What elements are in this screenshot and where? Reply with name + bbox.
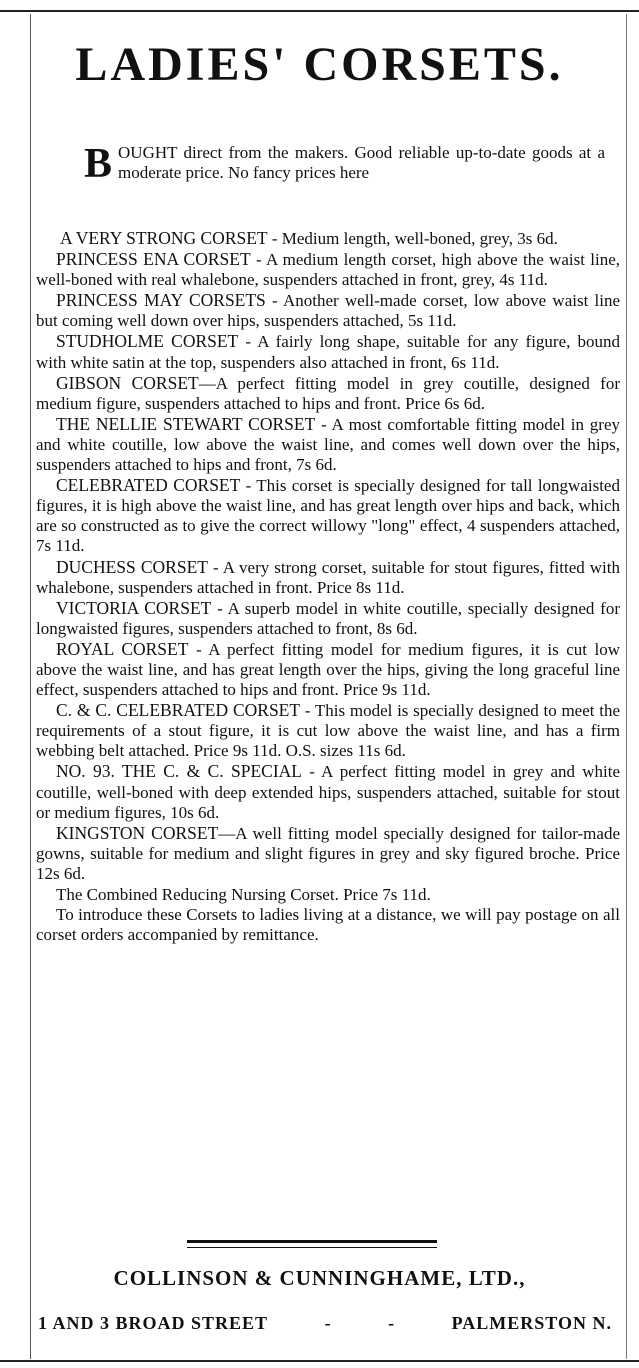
item-text: - This corset is specially designed for tall longwaisted figures, it is high above the waist line, and has great length over hips and back, which are so constructed as to give the correct willowy "long" effect, 4 suspenders attached, 7s 11d. xyxy=(36,476,620,556)
item-name: CELEBRATED CORSET xyxy=(56,475,241,496)
list-item xyxy=(36,475,620,556)
item-name: A VERY STRONG CORSET xyxy=(60,228,268,248)
item-text: —A well fitting model specially designed for tailor-made gowns, suitable for medium and slight figures in grey and sky figured broche. Price 12s 6d. xyxy=(36,823,621,883)
divider-thin xyxy=(187,1247,437,1248)
item-name: GIBSON CORSET xyxy=(56,372,199,393)
headline: LADIES' CORSETS. xyxy=(75,38,564,91)
item-text: - A superb model in white coutille, specially designed for longwaisted figures, suspenders attached to front, 8s 6d. xyxy=(36,598,621,638)
drop-cap: B xyxy=(84,141,113,187)
street-address: 1 AND 3 BROAD STREET xyxy=(38,1313,269,1333)
item-name: THE NELLIE STEWART CORSET xyxy=(56,413,316,434)
divider-thick xyxy=(187,1240,437,1243)
list-item xyxy=(36,639,620,700)
list-item xyxy=(36,598,620,639)
item-name: KINGSTON CORSET xyxy=(56,822,219,843)
list-item xyxy=(36,249,620,290)
item-text: —A perfect fitting model in grey coutille, designed for medium figure, suspenders attached to hips and front. Price 6s 6d. xyxy=(36,373,620,413)
top-rule xyxy=(0,10,639,12)
item-name: DUCHESS CORSET xyxy=(56,556,208,577)
list-item xyxy=(36,414,620,475)
item-name: NO. 93. THE C. & C. SPECIAL xyxy=(56,761,302,782)
item-text: - A perfect fitting model for medium figures, it is cut low above the waist line, and has great length over the hips, giving the long graceful line effect, suspenders attached to hips and front. Price 9s 11d. xyxy=(36,639,620,700)
list-item xyxy=(36,331,620,372)
item-text: - A most comfortable fitting model in grey and white coutille, low above the waist line, and comes well down over the hips, suspenders attached to hips and front, 7s 6d. xyxy=(36,414,620,475)
address-line xyxy=(38,1308,612,1338)
list-item xyxy=(36,823,620,884)
corset-list xyxy=(36,228,620,945)
list-item xyxy=(36,290,620,331)
town-name: PALMERSTON N. xyxy=(451,1313,612,1333)
item-name: PRINCESS ENA CORSET xyxy=(56,249,251,270)
company-name: COLLINSON & CUNNINGHAME, LTD., xyxy=(113,1266,526,1290)
item-text: - Another well-made corset, low above waist line but coming well down over hips, suspenders attached, 5s 11d. xyxy=(36,291,621,331)
item-name: PRINCESS MAY CORSETS xyxy=(56,290,266,311)
item-name: VICTORIA CORSET xyxy=(56,597,212,618)
item-text: - This model is specially designed to meet the requirements of a stout figure, it is cut low above the waist line, and has a firm webbing belt attached. Price 9s 11d. O.S. sizes 11s 6d. xyxy=(36,701,620,761)
item-name: C. & C. CELEBRATED CORSET xyxy=(56,700,301,721)
item-text: - Medium length, well-boned, grey, 3s 6d. xyxy=(267,229,558,248)
list-item xyxy=(36,557,620,598)
intro-text: OUGHT direct from the makers. Good reliable up-to-date goods at a moderate price. No fancy prices here xyxy=(118,143,605,182)
item-name: ROYAL CORSET xyxy=(56,638,189,659)
item-text: - A fairly long shape, suitable for any figure, bound with white satin at the top, suspenders also attached in front, 6s 11d. xyxy=(36,332,620,372)
item-name: STUDHOLME CORSET xyxy=(56,331,239,352)
list-item xyxy=(36,884,620,905)
address-separator: - xyxy=(324,1313,332,1333)
item-text: - A very strong corset, suitable for stout figures, fitted with whalebone, suspenders attached in front. Price 8s 11d. xyxy=(36,557,620,597)
list-item xyxy=(36,761,620,822)
list-item xyxy=(36,228,620,249)
closing-paragraph: To introduce these Corsets to ladies living at a distance, we will pay postage on all corset orders accompanied by remittance. xyxy=(36,905,620,945)
item-text: - A medium length corset, high above the waist line, well-boned with real whalebone, suspenders attached in front, grey, 4s 11d. xyxy=(36,250,620,290)
intro-paragraph xyxy=(60,141,605,187)
bottom-rule xyxy=(0,1360,639,1362)
item-text: - A perfect fitting model in grey and white coutille, well-boned with deep extended hips, suspenders attached, suitable for stout or medium figures, 10s 6d. xyxy=(36,762,620,822)
list-item xyxy=(36,700,620,761)
address-separator: - xyxy=(388,1313,396,1333)
list-item xyxy=(36,373,620,414)
item-text: The Combined Reducing Nursing Corset. Price 7s 11d. xyxy=(56,885,431,904)
